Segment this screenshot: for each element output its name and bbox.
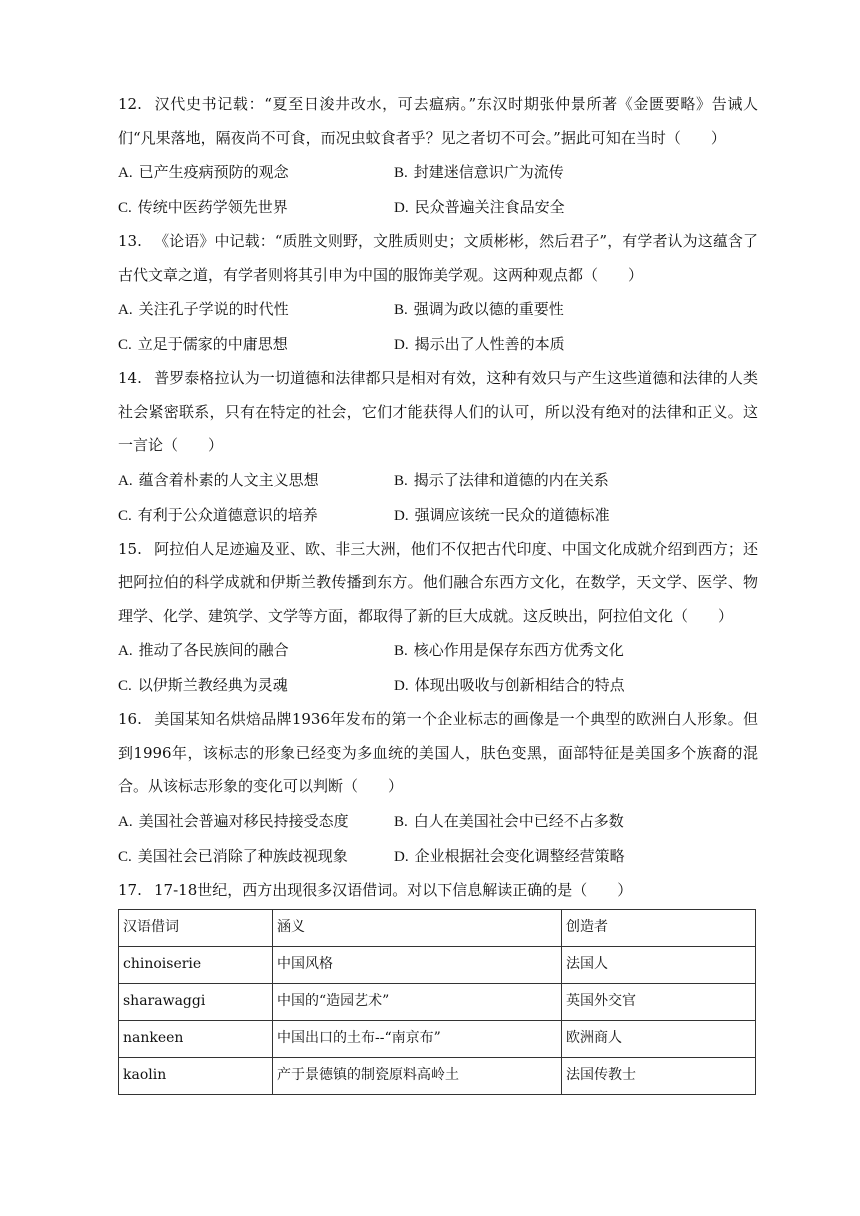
- table-cell: 法国传教士: [562, 1058, 756, 1095]
- table-cell: 欧洲商人: [562, 1021, 756, 1058]
- option-b[interactable]: B. 封建迷信意识广为流传: [394, 163, 564, 181]
- question-stem: 《论语》中记载：“质胜文则野，文胜质则史；文质彬彬，然后君子”，有学者认为这蕴含了古代文章之道，有学者则将其引申为中国的服饰美学观。这两种观点都（ ）: [118, 232, 758, 284]
- options: [118, 292, 758, 362]
- table-header: 创造者: [562, 910, 756, 947]
- table-row: [119, 984, 756, 1021]
- option-c[interactable]: C. 立足于儒家的中庸思想: [118, 335, 288, 353]
- options: [118, 804, 758, 874]
- question-17: [118, 874, 758, 1096]
- option-b[interactable]: B. 揭示了法律和道德的内在关系: [394, 470, 609, 489]
- table-cell: 英国外交官: [562, 984, 756, 1021]
- question-number: 14.: [118, 369, 142, 387]
- question-number: 16.: [118, 710, 142, 728]
- option-c[interactable]: C. 美国社会已消除了种族歧视现象: [118, 846, 348, 865]
- question-number: 13.: [118, 232, 142, 250]
- option-d[interactable]: D. 揭示出了人性善的本质: [394, 335, 565, 353]
- question-12: [118, 88, 758, 225]
- question-number: 15.: [118, 539, 142, 558]
- option-c[interactable]: C. 以伊斯兰教经典为灵魂: [118, 676, 288, 694]
- option-b[interactable]: B. 强调为政以德的重要性: [394, 300, 564, 318]
- loanword-table: [118, 909, 756, 1095]
- option-a[interactable]: A. 关注孔子学说的时代性: [118, 300, 289, 318]
- question-number: 17.: [118, 880, 142, 899]
- table-row: [119, 1021, 756, 1058]
- option-a[interactable]: A. 推动了各民族间的融合: [118, 641, 289, 659]
- option-b[interactable]: B. 白人在美国社会中已经不占多数: [394, 811, 624, 830]
- option-c[interactable]: C. 传统中医药学领先世界: [118, 198, 288, 216]
- question-13: [118, 225, 758, 362]
- table-cell: 中国风格: [273, 947, 562, 984]
- option-d[interactable]: D. 民众普遍关注食品安全: [394, 198, 565, 216]
- options: [118, 155, 758, 225]
- table-row: [119, 947, 756, 984]
- option-a[interactable]: A. 美国社会普遍对移民持接受态度: [118, 811, 349, 830]
- option-a[interactable]: A. 已产生疫病预防的观念: [118, 163, 289, 181]
- question-stem: 汉代史书记载：“夏至日浚井改水，可去瘟病。”东汉时期张仲景所著《金匮要略》告诫人们“凡果落地，隔夜尚不可食，而况虫蚊食者乎？见之者切不可会。”据此可知在当时（ ）: [118, 95, 758, 147]
- table-cell: sharawaggi: [119, 984, 273, 1021]
- table-cell: kaolin: [119, 1058, 273, 1095]
- option-d[interactable]: D. 强调应该统一民众的道德标准: [394, 505, 610, 524]
- question-stem: 17-18世纪，西方出现很多汉语借词。对以下信息解读正确的是（ ）: [154, 880, 633, 899]
- table-header-row: [119, 910, 756, 947]
- option-d[interactable]: D. 体现出吸收与创新相结合的特点: [394, 676, 625, 694]
- table-cell: 中国出口的土布--“南京布”: [273, 1021, 562, 1058]
- table-cell: 中国的“造园艺术”: [273, 984, 562, 1021]
- option-c[interactable]: C. 有利于公众道德意识的培养: [118, 505, 318, 524]
- question-stem: 美国某知名烘焙品牌1936年发布的第一个企业标志的画像是一个典型的欧洲白人形象。但到1996年，该标志的形象已经变为多血统的美国人，肤色变黑，面部特征是美国多个族裔的混合。从该标志形象的变化可以判断（ ）: [118, 710, 758, 795]
- table-header: 涵义: [273, 910, 562, 947]
- table-cell: 产于景德镇的制瓷原料高岭土: [273, 1058, 562, 1095]
- question-number: 12.: [118, 95, 142, 113]
- option-b[interactable]: B. 核心作用是保存东西方优秀文化: [394, 641, 624, 659]
- question-15: [118, 533, 758, 704]
- table-header: 汉语借词: [119, 910, 273, 947]
- exam-page: [118, 88, 758, 1095]
- table-cell: 法国人: [562, 947, 756, 984]
- table-cell: nankeen: [119, 1021, 273, 1058]
- question-stem: 普罗泰格拉认为一切道德和法律都只是相对有效，这种有效只与产生这些道德和法律的人类社会紧密联系，只有在特定的社会，它们才能获得人们的认可，所以没有绝对的法律和正义。这一言论（ ）: [118, 369, 758, 454]
- question-16: [118, 703, 758, 874]
- table-row: [119, 1058, 756, 1095]
- options: [118, 463, 758, 533]
- question-14: [118, 362, 758, 533]
- options: [118, 633, 758, 703]
- table-cell: chinoiserie: [119, 947, 273, 984]
- question-stem: 阿拉伯人足迹遍及亚、欧、非三大洲，他们不仅把古代印度、中国文化成就介绍到西方；还把阿拉伯的科学成就和伊斯兰教传播到东方。他们融合东西方文化，在数学，天文学、医学、物理学、化学、建筑学、文学等方面，都取得了新的巨大成就。这反映出，阿拉伯文化（ ）: [118, 539, 758, 625]
- option-a[interactable]: A. 蕴含着朴素的人文主义思想: [118, 470, 319, 489]
- option-d[interactable]: D. 企业根据社会变化调整经营策略: [394, 846, 625, 865]
